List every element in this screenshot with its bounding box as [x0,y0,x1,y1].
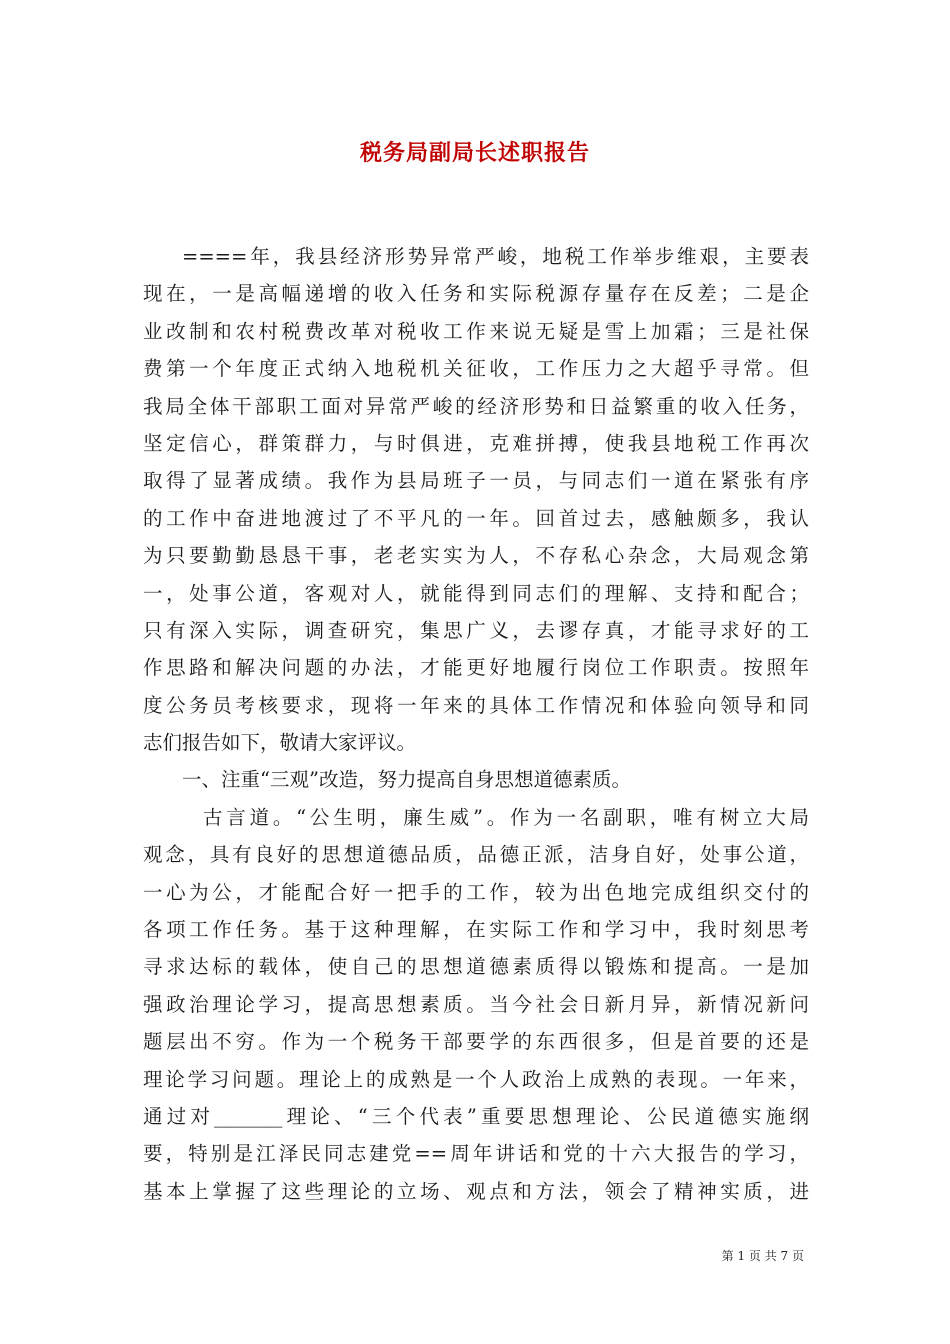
body-line: 观念，具有良好的思想道德品质，品德正派，洁身自好，处事公道， [143,843,809,867]
body-line: 志们报告如下，敬请大家评议。 [143,731,417,755]
body-line: 一，处事公道，客观对人，就能得到同志们的理解、支持和配合； [143,581,809,605]
body-line: 各项工作任务。基于这种理解，在实际工作和学习中，我时刻思考 [143,918,809,942]
document-body [143,238,809,1210]
body-line: 强政治理论学习，提高思想素质。当今社会日新月异，新情况新问 [143,992,809,1016]
body-line: 作思路和解决问题的办法，才能更好地履行岗位工作职责。按照年 [143,656,809,680]
body-line: 我局全体干部职工面对异常严峻的经济形势和日益繁重的收入任务， [143,394,809,418]
body-line: ====年，我县经济形势异常严峻，地税工作举步维艰，主要表 [182,245,809,268]
body-line: 要，特别是江泽民同志建党==周年讲话和党的十六大报告的学习， [143,1142,809,1166]
section-heading: 一、注重“三观”改造，努力提高自身思想道德素质。 [182,768,631,792]
body-line: 业改制和农村税费改革对税收工作来说无疑是雪上加霜；三是社保 [143,319,809,343]
body-line: 费第一个年度正式纳入地税机关征收，工作压力之大超乎寻常。但 [143,357,809,381]
body-line: 理论学习问题。理论上的成熟是一个人政治上成熟的表现。一年来， [143,1067,809,1091]
document-title: 税务局副局长述职报告 [359,140,590,166]
body-line: 题层出不穷。作为一个税务干部要学的东西很多，但是首要的还是 [143,1030,809,1054]
body-line: 寻求达标的载体，使自己的思想道德素质得以锻炼和提高。一是加 [143,955,809,979]
body-line: 通过对_______理论、“三个代表”重要思想理论、公民道德实施纲 [143,1104,809,1128]
body-line: 只有深入实际，调查研究，集思广义，去谬存真，才能寻求好的工 [143,618,809,642]
body-line: 为只要勤勤恳恳干事，老老实实为人，不存私心杂念，大局观念第 [143,544,809,568]
body-line: 古言道。“公生明，廉生威”。作为一名副职，唯有树立大局 [203,805,809,829]
body-line: 的工作中奋进地渡过了不平凡的一年。回首过去，感触颇多，我认 [143,506,809,530]
page-number: 第 1 页 共 7 页 [721,1249,804,1263]
body-line: 基本上掌握了这些理论的立场、观点和方法，领会了精神实质，进 [143,1179,809,1203]
body-line: 取得了显著成绩。我作为县局班子一员，与同志们一道在紧张有序 [143,469,809,493]
body-line: 一心为公，才能配合好一把手的工作，较为出色地完成组织交付的 [143,880,809,904]
body-line: 现在，一是高幅递增的收入任务和实际税源存量存在反差；二是企 [143,282,809,306]
body-line: 坚定信心，群策群力，与时俱进，克难拼搏，使我县地税工作再次 [143,431,809,455]
body-line: 度公务员考核要求，现将一年来的具体工作情况和体验向领导和同 [143,693,809,717]
